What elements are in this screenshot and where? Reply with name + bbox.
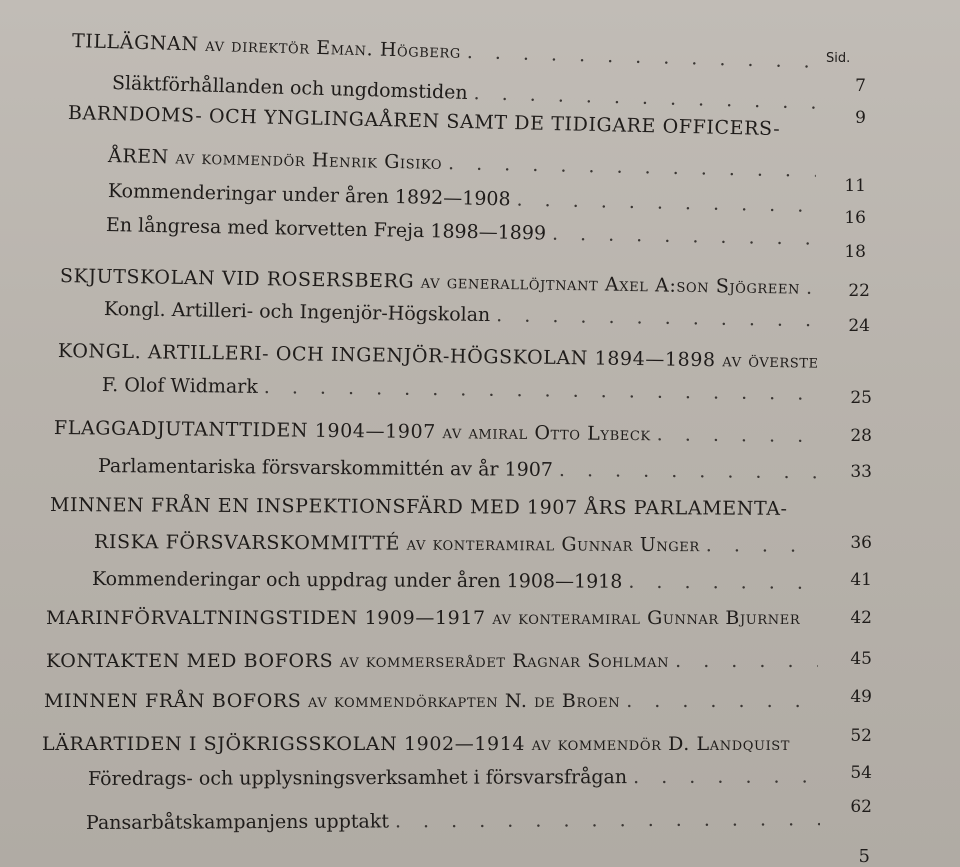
toc-entry (104, 298, 822, 331)
toc-entry (86, 808, 826, 834)
dot-leader (516, 189, 816, 217)
toc-page-number: 7 (855, 76, 866, 96)
dot-leader (706, 534, 818, 557)
toc-page-number: 41 (850, 570, 872, 590)
toc-entry-title: Kommenderingar under åren 1892—1908 (107, 180, 511, 211)
toc-entry-title: Föredrags- och upplysningsverksamhet i försvarsfrågan (87, 766, 628, 790)
toc-entry (60, 265, 822, 299)
toc-page-number: 54 (850, 763, 872, 783)
toc-entry-title: LÄRARTIDEN I SJÖKRIGSSKOLAN 1902—1914 av kommendör D. Landquist (42, 733, 791, 755)
dot-leader (473, 82, 816, 114)
page-folio: 5 (858, 846, 870, 867)
toc-entry (46, 607, 824, 629)
toc-entry-title: Parlamentariska försvarskommittén av år 1907 (97, 455, 554, 481)
toc-entry-title: Släktförhållanden och ungdomstiden (111, 72, 468, 104)
toc-entry-title: Kommenderingar och uppdrag under åren 1908—1918 (91, 568, 623, 593)
toc-entry-title: F. Olof Widmark (101, 374, 258, 398)
toc-entry-title: FLAGGADJUTANTTIDEN 1904—1907 av amiral Otto Lybeck (53, 417, 651, 446)
toc-page-number: 62 (850, 797, 872, 817)
toc-page-number: 28 (850, 426, 872, 446)
toc-entry-title: KONGL. ARTILLERI- OCH INGENJÖR-HÖGSKOLAN 1894—1898 av överste (57, 340, 819, 373)
toc-entry-title: ÅREN av kommendör Henrik Gisiko (107, 145, 443, 174)
toc-entry (98, 455, 822, 483)
toc-entry (108, 180, 822, 217)
toc-entry (94, 531, 824, 557)
toc-page-number: 52 (850, 726, 872, 746)
toc-entry-title: BARNDOMS- OCH YNGLINGAÅREN SAMT DE TIDIGARE OFFICERS- (67, 102, 781, 141)
toc-entry (44, 690, 826, 712)
toc-entry-title: En långresa med korvetten Freja 1898—1899 (105, 214, 547, 245)
toc-page-number: 49 (850, 687, 872, 707)
toc-entry (108, 145, 822, 182)
toc-entry (88, 765, 826, 790)
dot-leader (675, 650, 818, 672)
page-column-label: Sid. (826, 51, 851, 66)
toc-page-number: 42 (850, 608, 872, 628)
toc-entry (106, 214, 822, 250)
toc-page-number: 9 (855, 108, 866, 128)
toc-entry-title: MINNEN FRÅN BOFORS av kommendörkapten N. de Broen (44, 690, 621, 712)
toc-entry-title: KONTAKTEN MED BOFORS av kommerserådet Ragnar Sohlman (46, 650, 670, 672)
toc-entry-title: SKJUTSKOLAN VID ROSERSBERG av generallöjtnant Axel A:son Sjögreen (59, 265, 801, 299)
dot-leader (806, 277, 816, 299)
toc-entry (72, 30, 822, 73)
toc-page-number: 25 (850, 388, 872, 408)
toc-entry-title: Kongl. Artilleri- och Ingenjör-Högskolan (103, 298, 491, 327)
toc-page-number: 45 (850, 649, 872, 669)
dot-leader (559, 459, 816, 483)
dot-leader (395, 808, 820, 832)
toc-entry-title: MINNEN FRÅN EN INSPEKTIONSFÄRD MED 1907 ÅRS PARLAMENTA- (49, 494, 788, 520)
dot-leader (552, 223, 816, 250)
toc-entry (46, 650, 824, 672)
toc-entry-title: TILLÄGNAN av direktör Eman. Högberg (71, 30, 462, 63)
toc-page-number: 36 (850, 533, 872, 553)
toc-entry-title: Pansarbåtskampanjens upptakt (85, 810, 390, 834)
toc-page-number: 18 (844, 242, 866, 262)
dot-leader (467, 41, 816, 73)
toc-page-number: 22 (848, 281, 870, 301)
dot-leader (657, 423, 818, 447)
toc-entry (42, 733, 826, 755)
toc-entry (92, 568, 824, 594)
toc-page-number: 33 (850, 462, 872, 482)
dot-leader (626, 690, 820, 712)
toc-entry (50, 494, 824, 520)
dot-leader (448, 152, 816, 182)
toc-page-number: 16 (844, 208, 866, 228)
dot-leader (264, 376, 816, 405)
dot-leader (633, 765, 820, 788)
toc-entry-title: MARINFÖRVALTNINGSTIDEN 1909—1917 av konteramiral Gunnar Bjurner (46, 607, 801, 629)
toc-page-number: 24 (848, 316, 870, 336)
dot-leader (496, 304, 816, 331)
toc-entry-title: RISKA FÖRSVARSKOMMITTÉ av konteramiral Gunnar Unger (93, 531, 700, 557)
toc-entry (102, 374, 822, 405)
toc-page-number: 11 (844, 176, 866, 196)
toc-entry (54, 417, 824, 447)
toc-entry (58, 340, 824, 373)
dot-leader (628, 571, 818, 594)
